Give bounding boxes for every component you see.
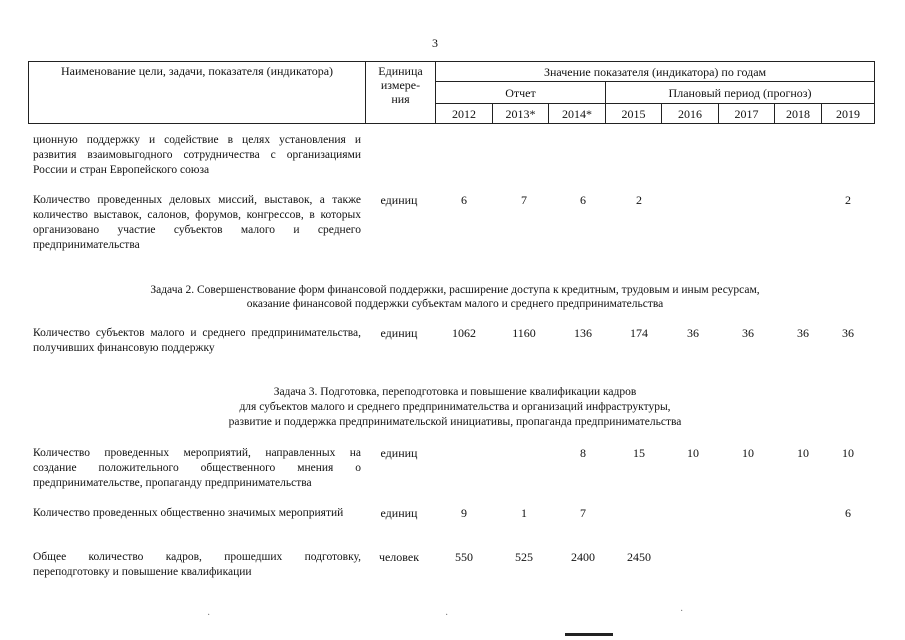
value-cell: 136 xyxy=(574,326,592,340)
header-year: 2012 xyxy=(436,104,493,124)
value-cell: 36 xyxy=(797,326,809,340)
value-cell: 1160 xyxy=(512,326,536,340)
value-cell: 550 xyxy=(455,550,473,564)
header-year: 2017 xyxy=(719,104,775,124)
value-cell: 8 xyxy=(580,446,586,460)
scan-artifact: · xyxy=(445,610,449,621)
value-cell: 525 xyxy=(515,550,533,564)
scan-artifact: · xyxy=(680,606,684,617)
header-plan: Плановый период (прогноз) xyxy=(606,82,875,104)
indicator-unit: человек xyxy=(378,550,420,564)
header-year: 2019 xyxy=(822,104,875,124)
task-2-title: Задача 2. Совершенствование форм финансовой поддержки, расширение доступа к кредитным, трудовым и иным ресурсам, xyxy=(150,284,760,296)
task-2-title: оказание финансовой поддержки субъектам малого и среднего предпринимательства xyxy=(246,298,664,310)
indicator-unit: единиц xyxy=(380,193,418,207)
indicator-name: Количество проведенных деловых миссий, выставок, а также количество выставок, салонов, форумов, конгрессов, в которых организовано участие субъектов малого и среднего предпринимательства xyxy=(33,194,361,251)
value-cell: 1062 xyxy=(452,326,476,340)
table-header xyxy=(28,61,875,124)
value-cell: 174 xyxy=(630,326,648,340)
value-cell: 36 xyxy=(842,326,854,340)
value-cell: 10 xyxy=(797,446,809,460)
task-3-title: для субъектов малого и среднего предпринимательства и организаций инфраструктуры, xyxy=(239,401,671,413)
page-number: 3 xyxy=(432,36,438,50)
header-report: Отчет xyxy=(436,82,606,104)
indicator-unit: единиц xyxy=(380,326,418,340)
header-name-column: Наименование цели, задачи, показателя (индикатора) xyxy=(29,62,366,124)
header-year: 2018 xyxy=(775,104,822,124)
header-unit-column: Единица измере-ния xyxy=(366,62,436,124)
value-cell: 2400 xyxy=(571,550,595,564)
header-year: 2015 xyxy=(606,104,662,124)
value-cell: 7 xyxy=(580,506,586,520)
scan-artifact: · xyxy=(207,610,211,621)
value-cell: 9 xyxy=(461,506,467,520)
value-cell: 6 xyxy=(845,506,851,520)
value-cell: 2 xyxy=(845,193,851,207)
continuation-text: ционную поддержку и содействие в целях установления и развития взаимовыгодного сотрудничества с организациями России и стран Европейского союза xyxy=(33,134,361,176)
value-cell: 7 xyxy=(521,193,527,207)
value-cell: 36 xyxy=(742,326,754,340)
value-cell: 1 xyxy=(521,506,527,520)
scan-artifact-bar xyxy=(565,633,613,636)
value-cell: 2 xyxy=(636,193,642,207)
value-cell: 6 xyxy=(580,193,586,207)
value-cell: 10 xyxy=(687,446,699,460)
task-3-title: развитие и поддержка предпринимательской инициативы, пропаганда предпринимательства xyxy=(228,416,682,428)
indicator-name: Общее количество кадров, прошедших подготовку, переподготовку и повышение квалификации xyxy=(33,551,361,578)
value-cell: 10 xyxy=(842,446,854,460)
value-cell: 6 xyxy=(461,193,467,207)
task-3-title: Задача 3. Подготовка, переподготовка и повышение квалификации кадров xyxy=(273,386,637,398)
header-year: 2013* xyxy=(493,104,549,124)
value-cell: 2450 xyxy=(627,550,651,564)
indicator-name: Количество проведенных общественно значимых мероприятий xyxy=(33,507,344,519)
header-year: 2016 xyxy=(662,104,719,124)
value-cell: 10 xyxy=(742,446,754,460)
header-year: 2014* xyxy=(549,104,606,124)
indicator-unit: единиц xyxy=(380,506,418,520)
indicator-name: Количество проведенных мероприятий, направленных на создание положительного общественного мнения о предпринимательстве, пропаганду предпринимательства xyxy=(33,447,361,489)
value-cell: 36 xyxy=(687,326,699,340)
value-cell: 15 xyxy=(633,446,645,460)
indicator-unit: единиц xyxy=(380,446,418,460)
header-values-title: Значение показателя (индикатора) по годам xyxy=(436,62,875,82)
indicator-name: Количество субъектов малого и среднего предпринимательства, получивших финансовую поддержку xyxy=(33,327,361,354)
